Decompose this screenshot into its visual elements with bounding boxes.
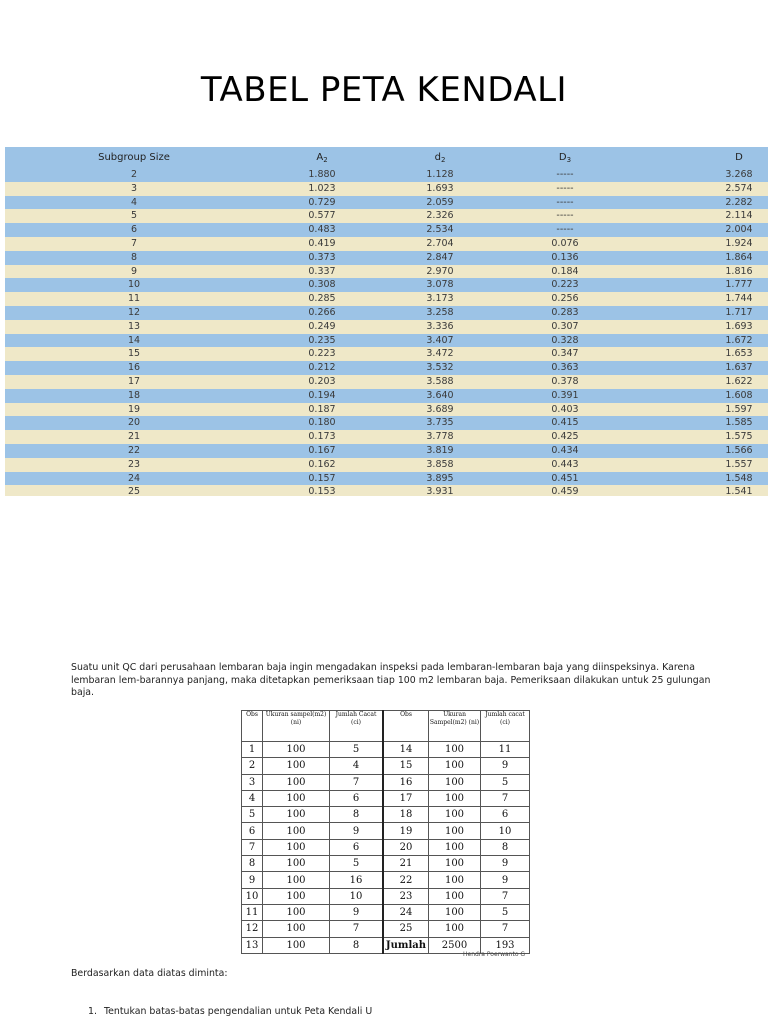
table-cell: 0.223 (551, 279, 579, 291)
table-cell: 23 (383, 888, 429, 904)
table-cell: 100 (429, 823, 481, 839)
table-cell: 2 (242, 758, 263, 774)
table-cell: 100 (263, 872, 330, 888)
table-row (5, 334, 768, 348)
table-cell: 18 (127, 389, 141, 401)
table-cell: 1.637 (725, 362, 753, 374)
table-cell: 1.653 (725, 348, 753, 360)
table-cell: 0.337 (308, 265, 336, 277)
table-cell: 3.778 (426, 431, 454, 443)
table-cell: 1.585 (725, 417, 753, 429)
table-cell: 0.451 (551, 472, 579, 484)
table-cell: 14 (383, 742, 429, 758)
table-cell: 7 (330, 774, 384, 790)
table-cell: 17 (383, 790, 429, 806)
table-cell: 7 (330, 921, 384, 937)
table-cell: 2.574 (725, 182, 753, 194)
table-row (242, 807, 530, 823)
table-cell: 8 (330, 937, 384, 953)
table-cell: 3.640 (426, 389, 454, 401)
table-cell: 0.203 (308, 375, 336, 387)
table-cell: 4 (330, 758, 384, 774)
table-cell: 7 (242, 839, 263, 855)
table-row (5, 265, 768, 279)
table-row (5, 389, 768, 403)
table-cell: 3.858 (426, 458, 454, 470)
table-row (5, 416, 768, 430)
table-cell: 9 (242, 872, 263, 888)
table-cell: 1 (242, 742, 263, 758)
table-cell: 5 (130, 210, 138, 222)
table-cell: 0.378 (551, 375, 579, 387)
table-cell: 7 (481, 888, 530, 904)
table-cell: 3.268 (725, 169, 753, 180)
table-cell: 9 (330, 823, 384, 839)
table-cell: 0.173 (308, 431, 336, 443)
table-cell: 1.693 (725, 320, 753, 332)
table-cell: 9 (481, 872, 530, 888)
table-cell: 100 (429, 904, 481, 920)
table-row (5, 196, 768, 210)
table-cell: 11 (127, 293, 141, 305)
table-cell: 100 (263, 937, 330, 953)
table-row (242, 774, 530, 790)
table-cell: 14 (127, 334, 141, 346)
header-a2: $A_2$ (316, 152, 328, 164)
table-cell: 2.282 (725, 196, 753, 208)
table-row (5, 278, 768, 292)
table-cell: 1.557 (725, 458, 753, 470)
table-cell: 1.693 (426, 182, 454, 194)
table-cell: 6 (330, 839, 384, 855)
table-cell: 9 (130, 265, 138, 277)
table-cell: 0.373 (308, 251, 336, 263)
table-cell: 9 (481, 758, 530, 774)
table-cell: 9 (330, 904, 384, 920)
table-header-row (5, 147, 768, 168)
table-row (5, 223, 768, 237)
table-cell: 20 (383, 839, 429, 855)
table-row (5, 251, 768, 265)
table-row (5, 403, 768, 417)
table-cell: 15 (383, 758, 429, 774)
table-cell: 3.173 (426, 293, 454, 305)
header-sample-size-1: Ukuran sampel(m2) (ni) (263, 711, 330, 742)
table-cell: 2.847 (426, 251, 454, 263)
table-row (242, 839, 530, 855)
table-cell: 0.415 (551, 417, 579, 429)
table-cell: 100 (263, 758, 330, 774)
table-cell: 0.157 (308, 472, 336, 484)
table-cell: 2500 (429, 937, 481, 953)
table-cell: 3 (130, 182, 138, 194)
table-cell: 13 (127, 320, 141, 332)
table-cell: 0.180 (308, 417, 336, 429)
table-cell: 10 (481, 823, 530, 839)
table-cell: 1.541 (725, 486, 753, 496)
table-row (5, 306, 768, 320)
table-cell: 5 (481, 904, 530, 920)
table-cell: 100 (263, 839, 330, 855)
table-row (242, 921, 530, 937)
table-cell: 3.931 (426, 486, 454, 496)
table-cell: 8 (242, 856, 263, 872)
table-cell: 8 (481, 839, 530, 855)
header-obs-2: Obs (383, 711, 429, 742)
table-cell: 1.128 (426, 169, 454, 180)
table-cell: 25 (383, 921, 429, 937)
table-cell: 0.307 (551, 320, 579, 332)
table-row (5, 292, 768, 306)
header-d4: D (735, 152, 743, 163)
table-cell: ----- (556, 210, 574, 222)
table-cell: 0.256 (551, 293, 579, 305)
table-cell: 1.608 (725, 389, 753, 401)
table-cell: 0.391 (551, 389, 579, 401)
table-cell: 10 (127, 279, 141, 291)
table-cell: 0.235 (308, 334, 336, 346)
table-row (242, 758, 530, 774)
table-cell: 8 (130, 251, 138, 263)
table-row (242, 872, 530, 888)
table-cell: 0.459 (551, 486, 579, 496)
table-cell: 0.577 (308, 210, 336, 222)
table-cell: 0.328 (551, 334, 579, 346)
header-d3: $D_3$ (558, 152, 572, 164)
table-cell: 1.023 (308, 182, 336, 194)
table-cell: 12 (127, 306, 141, 318)
table-cell: 5 (330, 856, 384, 872)
table-cell: 7 (130, 237, 138, 249)
table-cell: 0.153 (308, 486, 336, 496)
table-cell: 100 (429, 856, 481, 872)
table-cell: 18 (383, 807, 429, 823)
table-cell: 22 (383, 872, 429, 888)
table-cell: 1.717 (725, 306, 753, 318)
table-cell: Jumlah (383, 937, 429, 953)
table-row (5, 472, 768, 486)
table-cell: 100 (429, 742, 481, 758)
table-cell: 23 (127, 458, 141, 470)
table-row (5, 168, 768, 182)
table-cell: 1.566 (725, 444, 753, 456)
table-cell: 193 (481, 937, 530, 953)
table-row (5, 182, 768, 196)
table-cell: 3.407 (426, 334, 454, 346)
table-cell: 3.258 (426, 306, 454, 318)
table-cell: 0.729 (308, 196, 336, 208)
table-cell: 1.744 (725, 293, 753, 305)
table-cell: 0.076 (551, 237, 579, 249)
table-row (5, 430, 768, 444)
table-cell: 0.167 (308, 444, 336, 456)
table-cell: 5 (242, 807, 263, 823)
table-cell: 1.864 (725, 251, 753, 263)
table-cell: 24 (127, 472, 141, 484)
table-cell: 0.425 (551, 431, 579, 443)
table-row (5, 209, 768, 223)
table-cell: 100 (263, 823, 330, 839)
table-row (5, 444, 768, 458)
table-cell: 3.735 (426, 417, 454, 429)
header-defects-1: Jumlah Cacat (ci) (330, 711, 384, 742)
table-cell: 21 (127, 431, 141, 443)
table-cell: 1.672 (725, 334, 753, 346)
table-cell: 2.534 (426, 224, 454, 236)
table-cell: 3.895 (426, 472, 454, 484)
list-item: 1. Tentukan batas-batas pengendalian untuk Peta Kendali U (88, 1006, 373, 1017)
table-cell: 100 (263, 774, 330, 790)
table-cell: 1.924 (725, 237, 753, 249)
table-cell: 1.816 (725, 265, 753, 277)
table-cell: 22 (127, 444, 141, 456)
table-cell: 16 (127, 362, 141, 374)
table-cell: 3 (242, 774, 263, 790)
table-cell: 6 (242, 823, 263, 839)
table-cell: 9 (481, 856, 530, 872)
table-cell: 100 (263, 807, 330, 823)
table-cell: 0.194 (308, 389, 336, 401)
inspection-data-table (241, 710, 530, 954)
table-cell: 0.363 (551, 362, 579, 374)
table-cell: 3.689 (426, 403, 454, 415)
table-row (5, 361, 768, 375)
table-cell: 100 (263, 904, 330, 920)
header-defects-2: Jumlah cacat (ci) (481, 711, 530, 742)
table-row (5, 375, 768, 389)
table-cell: 19 (383, 823, 429, 839)
table-row (5, 237, 768, 251)
table-cell: 10 (242, 888, 263, 904)
table-cell: 100 (263, 742, 330, 758)
table-cell: 11 (481, 742, 530, 758)
table-cell: 0.347 (551, 348, 579, 360)
table-cell: 100 (429, 921, 481, 937)
table-cell: 5 (481, 774, 530, 790)
table-row (242, 742, 530, 758)
table-cell: 10 (330, 888, 384, 904)
table-cell: 100 (263, 888, 330, 904)
table-cell: 4 (130, 196, 138, 208)
header-d2: $d_2$ (434, 152, 446, 164)
table-cell: 15 (127, 348, 141, 360)
table-cell: 0.162 (308, 458, 336, 470)
table-cell: 1.777 (725, 279, 753, 291)
table-cell: 16 (383, 774, 429, 790)
table-row (242, 888, 530, 904)
table-cell: 11 (242, 904, 263, 920)
table-cell: 3.078 (426, 279, 454, 291)
table-cell: 1.575 (725, 431, 753, 443)
header-sample-size-2: Ukuran Sampel(m2) (ni) (429, 711, 481, 742)
table-cell: 0.283 (551, 306, 579, 318)
table-cell: 3.472 (426, 348, 454, 360)
table-cell: 2 (130, 169, 138, 180)
table-cell: 2.059 (426, 196, 454, 208)
table-cell: 6 (330, 790, 384, 806)
table-cell: ----- (556, 169, 574, 180)
table-cell: 0.223 (308, 348, 336, 360)
table-cell: 19 (127, 403, 141, 415)
table-cell: 13 (242, 937, 263, 953)
table-cell: 3.336 (426, 320, 454, 332)
table-row (242, 790, 530, 806)
table-cell: 7 (481, 921, 530, 937)
table-cell: 0.136 (551, 251, 579, 263)
table-cell: 2.704 (426, 237, 454, 249)
task-list (88, 1006, 372, 1017)
table-cell: 3.532 (426, 362, 454, 374)
table-cell: 6 (481, 807, 530, 823)
table-cell: 0.403 (551, 403, 579, 415)
table-cell: 21 (383, 856, 429, 872)
table-cell: ----- (556, 224, 574, 236)
table-cell: 100 (429, 774, 481, 790)
table-cell: 100 (429, 758, 481, 774)
header-obs-1: Obs (242, 711, 263, 742)
control-chart-constants-table (5, 147, 768, 496)
table-cell: 1.622 (725, 375, 753, 387)
table-row (5, 347, 768, 361)
table-cell: 1.880 (308, 169, 336, 180)
table-cell: 6 (130, 224, 138, 236)
header-subgroup-size: Subgroup Size (98, 152, 170, 163)
table-cell: 100 (263, 921, 330, 937)
table-cell: 2.970 (426, 265, 454, 277)
table-cell: 1.548 (725, 472, 753, 484)
table-cell: 100 (263, 856, 330, 872)
instruction-text: Berdasarkan data diatas diminta: (71, 968, 228, 979)
table-row (242, 904, 530, 920)
table-cell: 2.004 (725, 224, 753, 236)
table-cell: 24 (383, 904, 429, 920)
table-cell: 100 (429, 872, 481, 888)
table-cell: 0.187 (308, 403, 336, 415)
table-cell: 5 (330, 742, 384, 758)
table-cell: 20 (127, 417, 141, 429)
table-cell: 7 (481, 790, 530, 806)
table-cell: 16 (330, 872, 384, 888)
table-cell: ----- (556, 196, 574, 208)
table-cell: 0.249 (308, 320, 336, 332)
table-row (242, 856, 530, 872)
table-cell: 4 (242, 790, 263, 806)
table-row (5, 458, 768, 472)
table-cell: 100 (429, 807, 481, 823)
data-table-header-row (242, 711, 530, 742)
table-cell: 0.483 (308, 224, 336, 236)
table-cell: 0.266 (308, 306, 336, 318)
table-cell: 100 (429, 888, 481, 904)
table-cell: 0.443 (551, 458, 579, 470)
table-row (5, 320, 768, 334)
table-cell: 2.114 (725, 210, 753, 222)
table-cell: 0.434 (551, 444, 579, 456)
table-cell: 2.326 (426, 210, 454, 222)
table-cell: 100 (429, 839, 481, 855)
table-cell: 1.597 (725, 403, 753, 415)
table-cell: 100 (429, 790, 481, 806)
page-title: TABEL PETA KENDALI (200, 70, 568, 110)
table-cell: ----- (556, 182, 574, 194)
table-cell: 0.285 (308, 293, 336, 305)
problem-paragraph: Suatu unit QC dari perusahaan lembaran baja ingin mengadakan inspeksi pada lembaran-lembaran baja yang diinspeksinya. Karena lembaran lem-barannya panjang, maka ditetapkan pemeriksaan tiap 100 m2 lembaran baja. Pemeriksaan dilakukan untuk 25 gulungan baja. (71, 662, 711, 698)
table-cell: 3.588 (426, 375, 454, 387)
table-cell: 17 (127, 375, 141, 387)
table-cell: 0.212 (308, 362, 336, 374)
table-row (5, 485, 768, 496)
table-cell: 25 (127, 486, 141, 496)
table-cell: 12 (242, 921, 263, 937)
table-cell: 0.308 (308, 279, 336, 291)
table-cell: 3.819 (426, 444, 454, 456)
table-cell: 8 (330, 807, 384, 823)
table-cell: 100 (263, 790, 330, 806)
table-credit: Hendra Poerwanto G (463, 951, 526, 958)
table-cell: 0.419 (308, 237, 336, 249)
table-cell: 0.184 (551, 265, 579, 277)
table-row (242, 823, 530, 839)
